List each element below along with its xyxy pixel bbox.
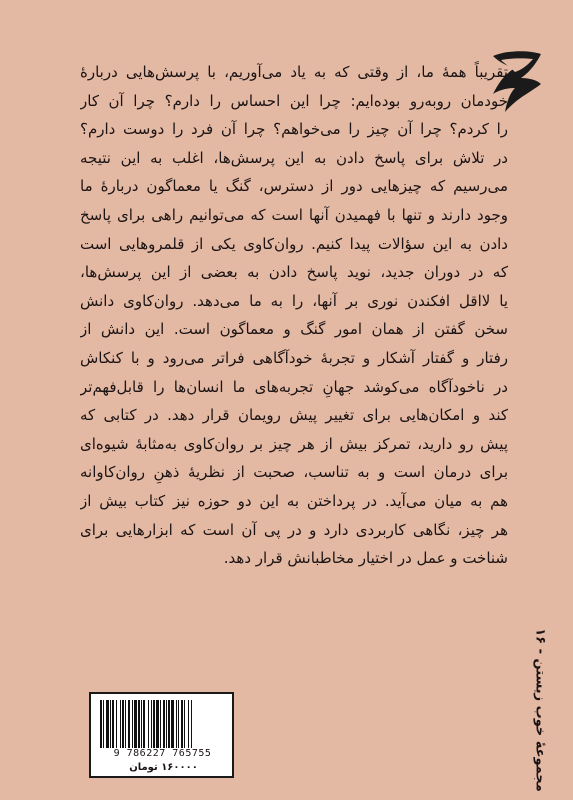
barcode-bar <box>160 700 161 748</box>
barcode-bar <box>103 700 104 748</box>
blurb-line: هم به میان می‌آید. در پرداختن به این دو حوزه نیز کتاب بیش از <box>80 491 508 510</box>
blurb-line: برای درمان است و به تناسب، صحبت از نظریهٔ ذهنِ روان‌کاوانه <box>80 463 508 482</box>
barcode-bar <box>143 700 145 748</box>
barcode-bar <box>116 700 117 748</box>
book-blurb <box>80 58 508 573</box>
barcode-bar <box>106 700 109 748</box>
blurb-line: پیش رو دارید، تمرکز بیش از هر چیز بر روان‌کاوی به‌مثابهٔ شیوه‌ای <box>80 434 508 453</box>
barcode-bar <box>171 700 174 748</box>
barcode-bar <box>112 700 114 748</box>
barcode-bar <box>128 700 130 748</box>
barcode-bar <box>166 700 167 748</box>
isbn-number: 9 786227 765755 <box>113 748 212 759</box>
barcode-bar <box>110 700 111 748</box>
barcode-bar <box>125 700 126 748</box>
barcode-bar <box>181 700 183 748</box>
barcode-bar <box>141 700 142 748</box>
series-title: مجموعهٔ خوب زیستن - ۱۶ <box>532 628 548 792</box>
blurb-line: هر چیز، نگاهی کاربردی دارد و در پی آن است که ابزارهایی برای <box>80 520 508 539</box>
blurb-line: در تلاش برای پاسخ دادن به این پرسش‌ها، اغلب به این نتیجه <box>80 148 508 167</box>
barcode-bar <box>138 700 140 748</box>
blurb-line: شناخت و عمل در اختیار مخاطبانش قرار دهد. <box>223 549 508 568</box>
barcode-bar <box>191 700 192 748</box>
barcode-bar <box>122 700 124 748</box>
barcode-bar <box>134 700 137 748</box>
blurb-line: رفتار و گفتار آشکار و تجربهٔ خودآگاهی فراتر می‌رود و با کنکاش <box>80 348 508 367</box>
blurb-line: را کردم؟ چرا آن چیز را می‌خواهم؟ چرا آن فرد را دوست دارم؟ <box>80 120 508 139</box>
barcode-bar <box>168 700 170 748</box>
barcode-bar <box>176 700 177 748</box>
barcode-bar <box>120 700 121 748</box>
series-label <box>525 630 555 790</box>
blurb-line: در ناخودآگاه می‌کوشد جهانِ تجربه‌های ما انسان‌ها را قابل‌فهم‌تر <box>80 377 508 396</box>
barcode-bar <box>132 700 133 748</box>
barcode-icon <box>99 700 226 748</box>
barcode-bar <box>156 700 159 748</box>
blurb-line: تقریباً همهٔ ما، از وقتی که به یاد می‌آوریم، با پرسش‌هایی دربارهٔ <box>80 63 508 81</box>
barcode-label <box>89 692 234 778</box>
blurb-line: می‌رسیم که چیزهایی دور از دسترس، گنگ یا معماگون دربارهٔ ما <box>80 177 508 196</box>
barcode-bar <box>151 700 152 748</box>
price-label: ۱۶۰۰۰۰ تومان <box>129 762 198 773</box>
blurb-line: دادن به این سؤالات پیدا کنیم. روان‌کاوی یکی از قلمروهایی است <box>80 234 508 253</box>
barcode-bar <box>163 700 165 748</box>
barcode-bar <box>184 700 185 748</box>
barcode-bar <box>188 700 189 748</box>
barcode-bar <box>153 700 155 748</box>
blurb-line: که در دوران جدید، نوید پاسخ دادن به بعضی از این پرسش‌ها، <box>80 263 508 282</box>
blurb-line: خودمان روبه‌رو بوده‌ایم: چرا این احساس را دارم؟ چرا آن کار <box>80 91 508 110</box>
blurb-line: یا لااقل افکندن نوری بر آنها، را به ما می‌دهد. روان‌کاوی دانش <box>80 291 508 310</box>
barcode-bar <box>100 700 102 748</box>
barcode-bar <box>178 700 179 748</box>
barcode-bar <box>148 700 149 748</box>
blurb-line: سخن گفتن از همان امور گنگ و معماگون است. این دانش از <box>80 320 508 339</box>
blurb-line: کند و امکان‌هایی برای تغییر پیش رویمان قرار دهد. در کتابی که <box>80 406 508 425</box>
blurb-line: وجود دارند و تنها با فهمیدن آنها است که می‌توانیم راهی برای پاسخ <box>80 205 508 224</box>
